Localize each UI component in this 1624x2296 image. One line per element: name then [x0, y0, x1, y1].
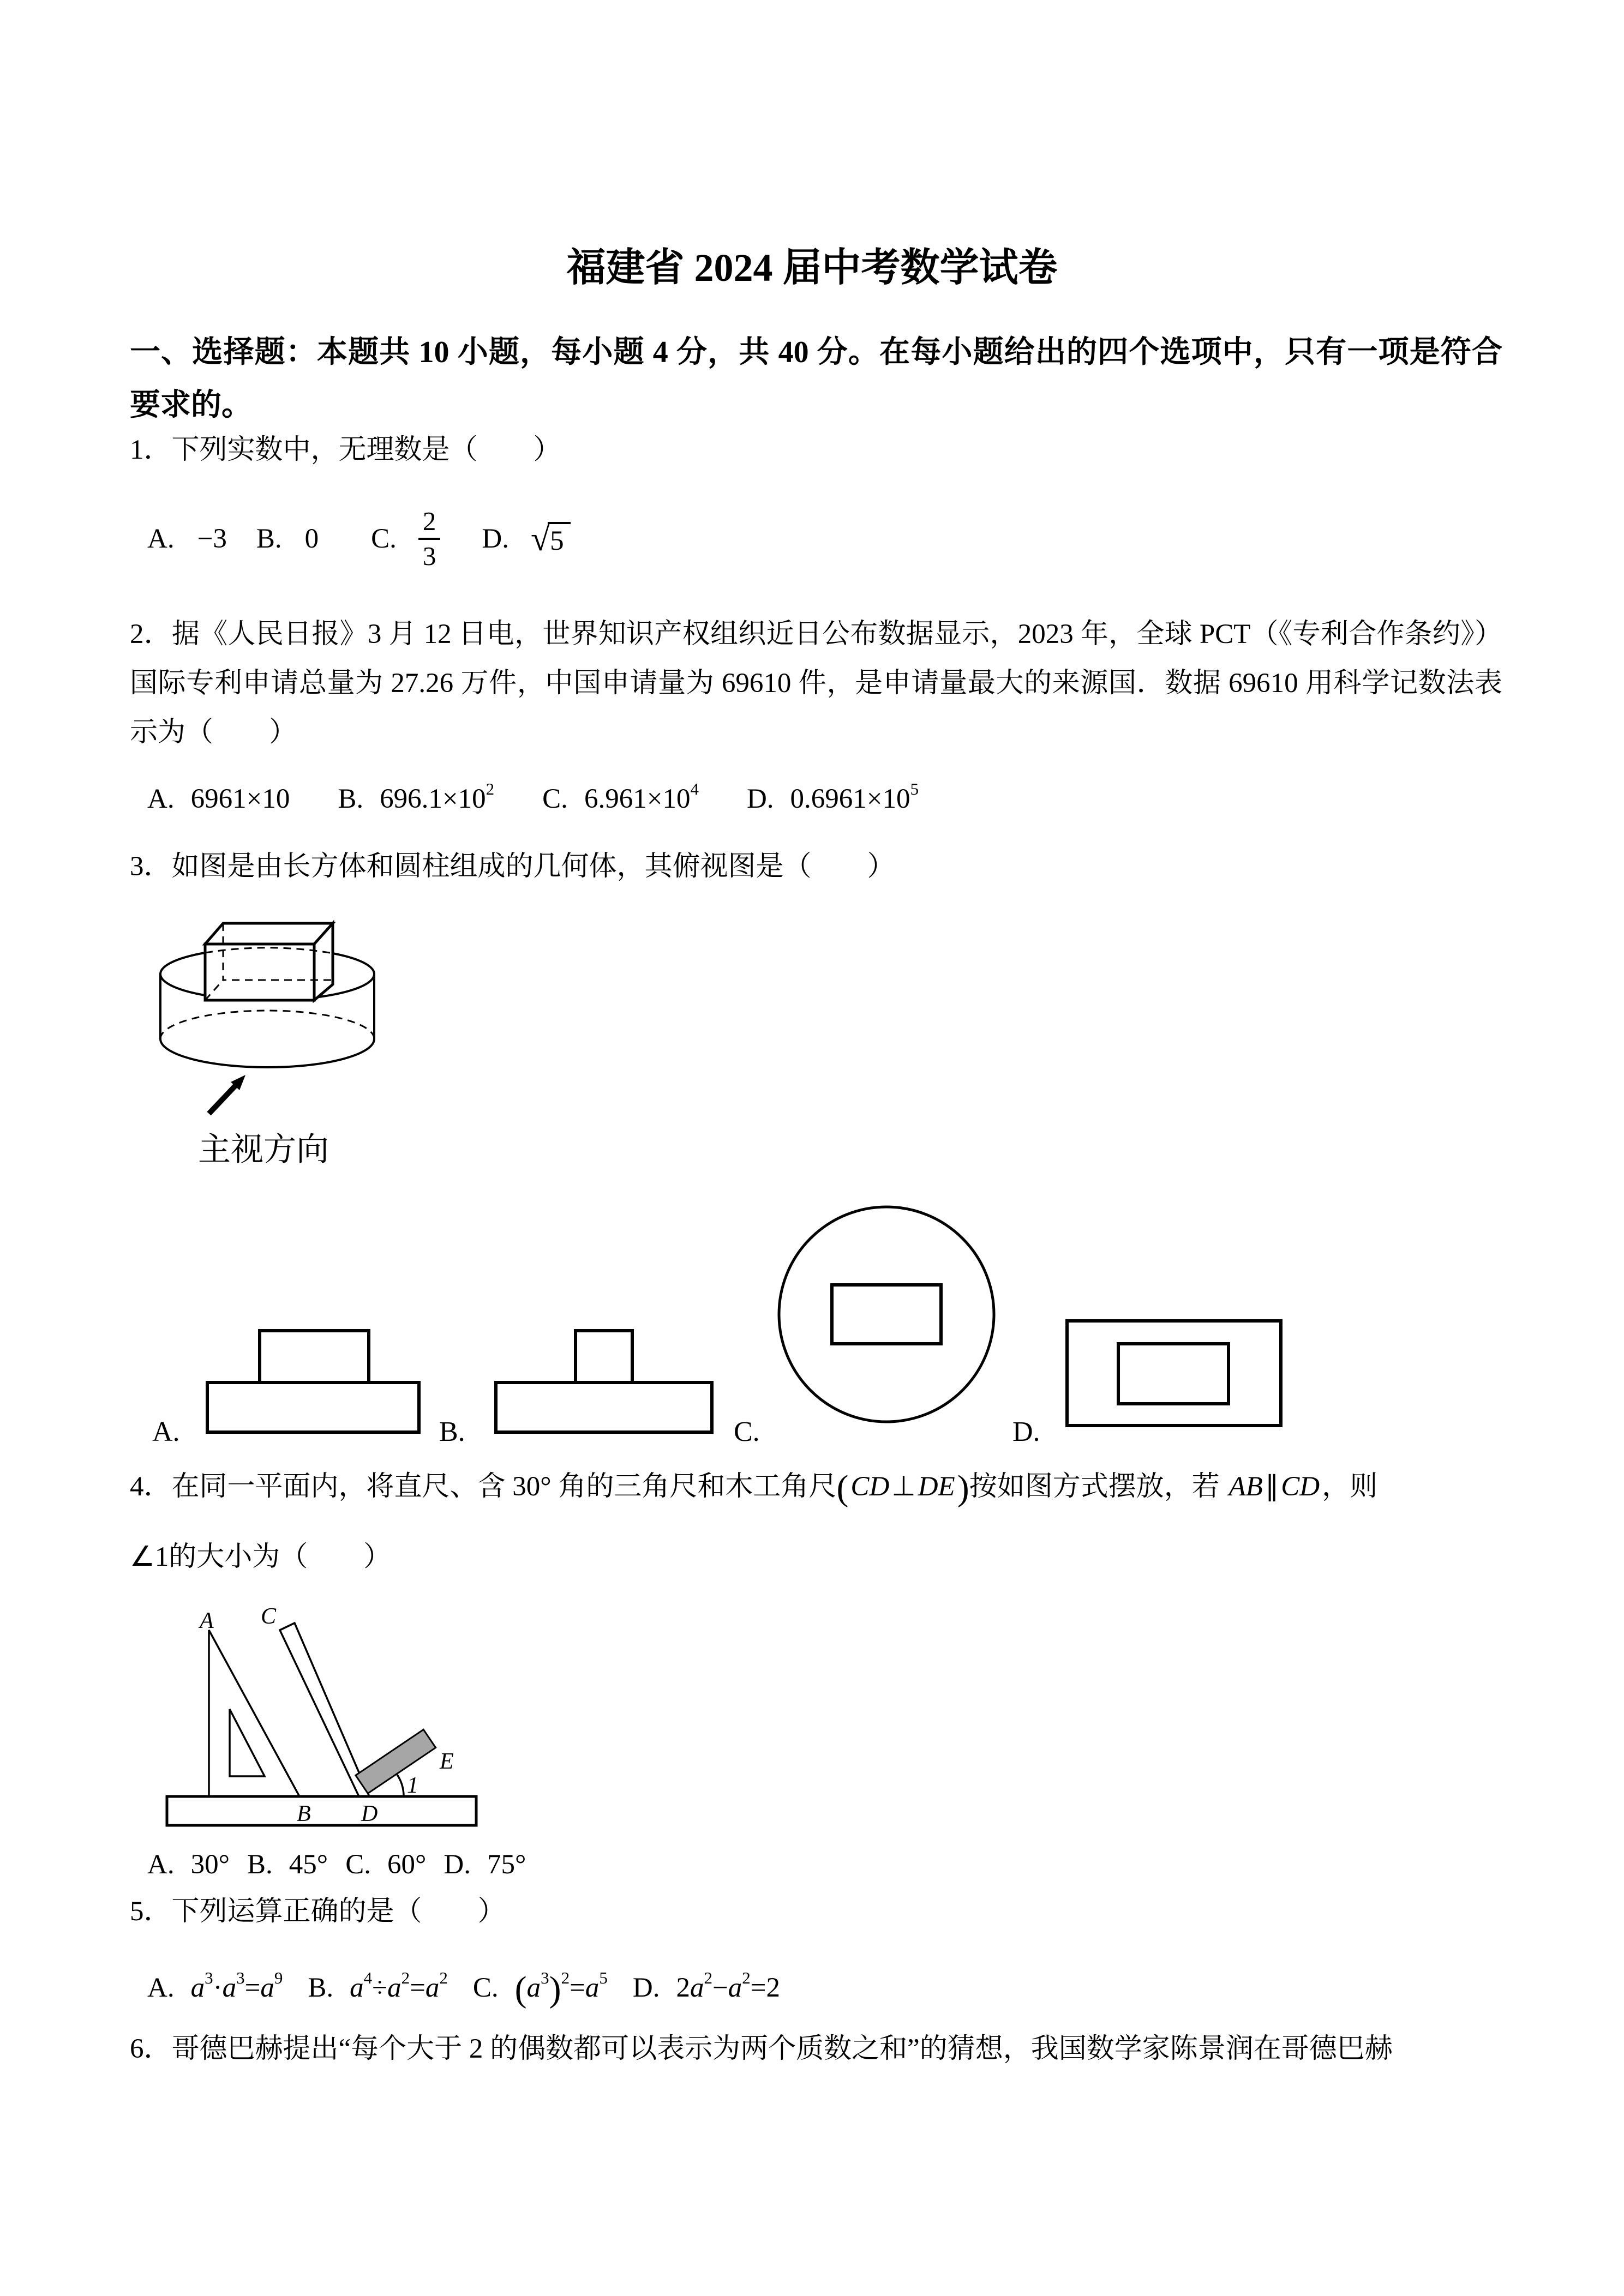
option-label: B.	[308, 1973, 334, 2003]
option-label: D.	[444, 1849, 471, 1880]
q1-option-a-label: A.	[147, 524, 175, 554]
option-value: $0.6961\times 10^5$	[790, 779, 919, 814]
point-b-label: B	[297, 1801, 311, 1826]
q5-option-b	[308, 1970, 448, 2006]
q1-option-c-label: C.	[371, 524, 397, 554]
cylinder-bottom-front-arc	[160, 1039, 374, 1067]
option-value: $6.961\times 10^4$	[584, 779, 699, 814]
option-label: D.	[632, 1973, 660, 2003]
point-a-label: A	[200, 1608, 214, 1633]
q4-stem-text: ，则	[1322, 1471, 1378, 1502]
option-label: D.	[746, 784, 774, 814]
square-root-of-five	[531, 519, 571, 558]
q4-stem-text: 角的三角尺和木工角尺	[551, 1471, 837, 1502]
q4-stem-line2: ∠1的大小为（ ）	[130, 1542, 392, 1572]
point-e-label: E	[440, 1749, 454, 1774]
q5-options	[147, 1968, 781, 2009]
q4-options	[147, 1847, 526, 1883]
q1-option-d-label: D.	[482, 524, 510, 554]
q3-figure-c-top-view	[776, 1204, 997, 1425]
option-value: 60°	[387, 1849, 427, 1880]
fraction-numerator: 2	[422, 506, 436, 536]
q4-option-a	[147, 1847, 230, 1883]
q5-option-a	[147, 1970, 283, 2006]
q2-option-d	[747, 781, 919, 817]
option-label: C.	[345, 1849, 371, 1880]
option-label: A.	[147, 1973, 175, 2003]
option-label: A.	[147, 1849, 175, 1880]
left-paren: (	[836, 1468, 849, 1508]
point-d-label: D	[361, 1801, 378, 1826]
carpenter-square-blade	[356, 1729, 436, 1793]
cuboid-front-face	[205, 944, 314, 1000]
q5-option-c	[472, 1968, 608, 2009]
set-square-inner-cutout	[230, 1709, 265, 1776]
q3-option-figures	[147, 1203, 1511, 1445]
straight-ruler	[167, 1796, 476, 1825]
option-value: 30°	[190, 1849, 230, 1880]
q2-option-b	[338, 781, 494, 817]
q1-options	[147, 506, 571, 572]
q1-option-b-value: 0	[304, 524, 319, 554]
angle-1-arc	[397, 1775, 404, 1796]
option-value: 45°	[289, 1849, 328, 1880]
segment-de: DE	[918, 1471, 955, 1502]
option-value: $(a^3)^2=a^5$	[514, 1968, 608, 2009]
section-heading: 一、选择题：本题共 10 小题，每小题 4 分，共 40 分。在每小题给出的四个选项中，只有一项是符合要求的。	[130, 335, 1502, 422]
q4-option-b	[247, 1847, 328, 1883]
option-value: $a^3\cdot a^3=a^9$	[190, 1968, 283, 2003]
q4-stem-line1	[130, 1468, 1378, 1508]
q1-option-b-label: B.	[256, 524, 282, 554]
option-label: C.	[542, 784, 568, 814]
q4-option-d	[444, 1847, 526, 1883]
q3-stem: 3．如图是由长方体和圆柱组成的几何体，其俯视图是（ ）	[130, 851, 895, 882]
parallel-symbol: ∥	[1265, 1471, 1279, 1502]
q3-figure-a-top-view	[205, 1329, 421, 1434]
radicand: 5	[548, 522, 571, 556]
option-label: B.	[338, 784, 364, 814]
angle-1-label: 1	[407, 1773, 418, 1798]
carpenter-square-de	[356, 1729, 436, 1793]
point-c-label: C	[261, 1604, 277, 1629]
q3-figure-b-label: B.	[439, 1416, 465, 1447]
option-label: C.	[472, 1973, 499, 2003]
q4-stem-text: 按如图方式摆放，若	[969, 1471, 1227, 1502]
segment-cd2: CD	[1281, 1471, 1320, 1502]
q3-figure-d-top-view	[1065, 1319, 1283, 1428]
q4-rulers-figure	[164, 1606, 480, 1830]
q2-options	[147, 781, 919, 817]
q3-figure-b-top-view	[494, 1329, 714, 1434]
q1-stem: 1．下列实数中，无理数是（ ）	[130, 435, 561, 465]
set-square-outer	[209, 1630, 299, 1796]
cuboid-top-face	[205, 923, 333, 944]
option-label: A.	[147, 784, 175, 814]
q4-stem-text: 4．在同一平面内，将直尺、含	[130, 1471, 513, 1502]
q4-option-c	[345, 1847, 426, 1883]
inner-rect	[832, 1285, 941, 1344]
narrow-rect	[576, 1331, 632, 1383]
fraction-two-thirds	[418, 506, 441, 572]
base-rect	[496, 1383, 712, 1432]
q5-option-d	[633, 1970, 780, 2006]
q4-angle-value: 30°	[512, 1471, 552, 1502]
q2-option-c	[542, 781, 699, 817]
option-value: $a^4\div a^2=a^2$	[350, 1968, 448, 2003]
radical-sign: √	[531, 519, 550, 558]
cylinder-bottom-back-arc-hidden	[160, 1011, 374, 1039]
segment-cd: CD	[850, 1471, 890, 1502]
inner-rect	[1118, 1344, 1229, 1404]
q3-figure-a-label: A.	[152, 1416, 180, 1447]
q2-option-a	[147, 781, 290, 817]
view-direction-arrow-shaft	[209, 1084, 237, 1114]
q1-option-a-value: −3	[197, 524, 227, 554]
page-title: 福建省 2024 届中考数学试卷	[566, 246, 1058, 290]
slanted-ruler-cd	[280, 1623, 369, 1796]
q3-figure-d-label: D.	[1012, 1416, 1040, 1447]
q3-figure-c-label: C.	[734, 1416, 760, 1447]
fraction-denominator: 3	[418, 538, 441, 572]
option-value: 75°	[487, 1849, 526, 1880]
segment-ab: AB	[1229, 1471, 1263, 1502]
option-value: $2a^2-a^2=2$	[676, 1968, 781, 2003]
right-paren: )	[957, 1468, 969, 1508]
q3-solid-figure	[153, 916, 404, 1173]
q6-stem: 6．哥德巴赫提出“每个大于 2 的偶数都可以表示为两个质数之和”的猜想，我国数学家陈景润在哥德巴赫	[130, 2034, 1393, 2064]
q2-stem: 2．据《人民日报》3 月 12 日电，世界知识产权组织近日公布数据显示，2023 年，全球 PCT（《专利合作条约》）国际专利申请总量为 27.26 万件，中国申请量为 69610 件，是申请量最大的来源国．数据 69610 用科学记数法表示为（ ）	[130, 619, 1502, 748]
option-label: B.	[247, 1849, 273, 1880]
q5-stem: 5．下列运算正确的是（ ）	[130, 1896, 506, 1927]
small-rect	[260, 1331, 369, 1383]
base-rect	[207, 1383, 419, 1432]
view-direction-caption: 主视方向	[198, 1132, 329, 1168]
option-value: 6961×10	[190, 784, 290, 814]
perpendicular-symbol: ⊥	[891, 1471, 916, 1502]
option-value: $696.1\times 10^2$	[380, 779, 495, 814]
